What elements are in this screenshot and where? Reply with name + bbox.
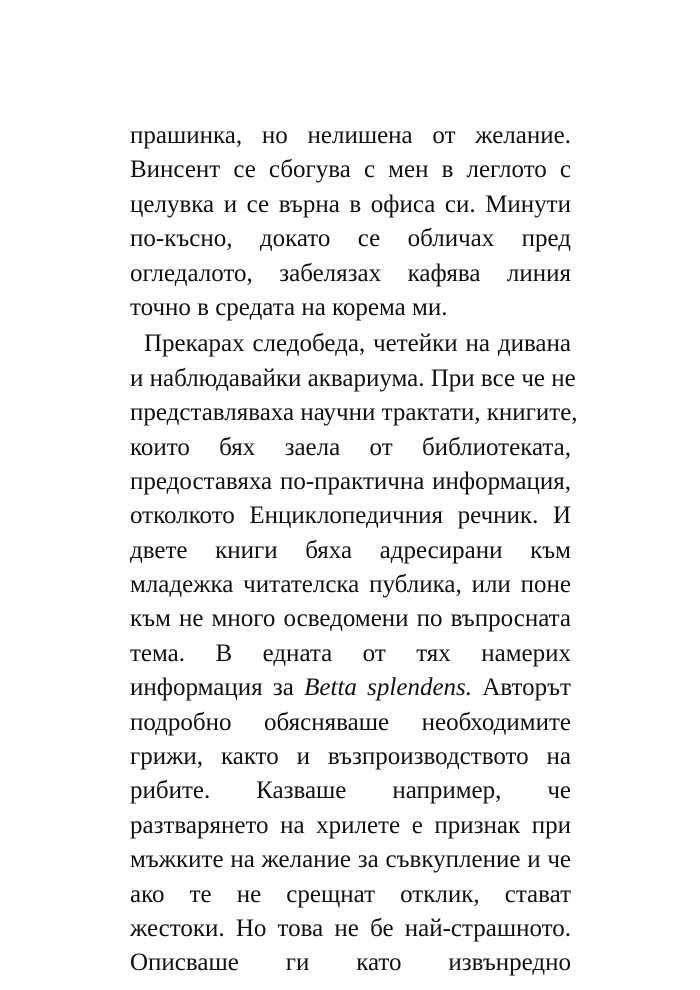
text-line: по-късно, докато се обличах пред bbox=[130, 225, 571, 253]
text-line: двете книги бяха адресирани към bbox=[130, 536, 571, 564]
text-line: огледалото, забелязах кафява линия bbox=[130, 259, 571, 287]
text-line: прашинка, но нелишена от желание. bbox=[130, 122, 571, 149]
text-line: рибите. Казваше например, че bbox=[130, 777, 571, 805]
text-line: мъжките на желание за съвкупление и че bbox=[130, 846, 571, 874]
text-line: ако те не срещнат отклик, стават bbox=[130, 880, 571, 908]
text-segment: Авторът bbox=[472, 674, 571, 702]
text-line: Винсент се сбогува с мен в леглото с bbox=[130, 156, 571, 184]
text-line: представляваха научни трактати, книгите, bbox=[130, 399, 578, 427]
text-line: подробно обясняваше необходимите bbox=[130, 708, 571, 736]
text-line: разтварянето на хрилете е признак при bbox=[130, 811, 571, 839]
text-line: тема. В едната от тях намерих bbox=[130, 639, 571, 667]
text-line: жестоки. Но това не бе най-страшното. bbox=[130, 914, 571, 942]
text-line: предоставяха по-практична информация, bbox=[130, 467, 571, 495]
book-page-text bbox=[130, 119, 578, 981]
text-line-with-italic bbox=[130, 671, 571, 705]
text-segment: информация за bbox=[130, 674, 305, 702]
text-line: младежка читателска публика, или поне bbox=[130, 571, 571, 599]
text-line: Описваше ги като извънредно bbox=[130, 949, 571, 977]
text-line: към не много осведомени по въпросната bbox=[130, 605, 571, 633]
text-line: отколкото Енциклопедичния речник. И bbox=[130, 502, 571, 530]
text-line: Прекарах следобеда, четейки на дивана bbox=[144, 330, 571, 358]
text-line: и наблюдавайки аквариума. При все че не bbox=[130, 364, 576, 392]
text-line: целувка и се върна в офиса си. Минути bbox=[130, 190, 571, 218]
text-line: които бях заела от библиотеката, bbox=[130, 433, 571, 461]
text-line: точно в средата на корема ми. bbox=[130, 293, 448, 321]
text-line: грижи, както и възпроизводството на bbox=[130, 743, 571, 771]
italic-species-name: Betta splendens. bbox=[304, 674, 473, 702]
